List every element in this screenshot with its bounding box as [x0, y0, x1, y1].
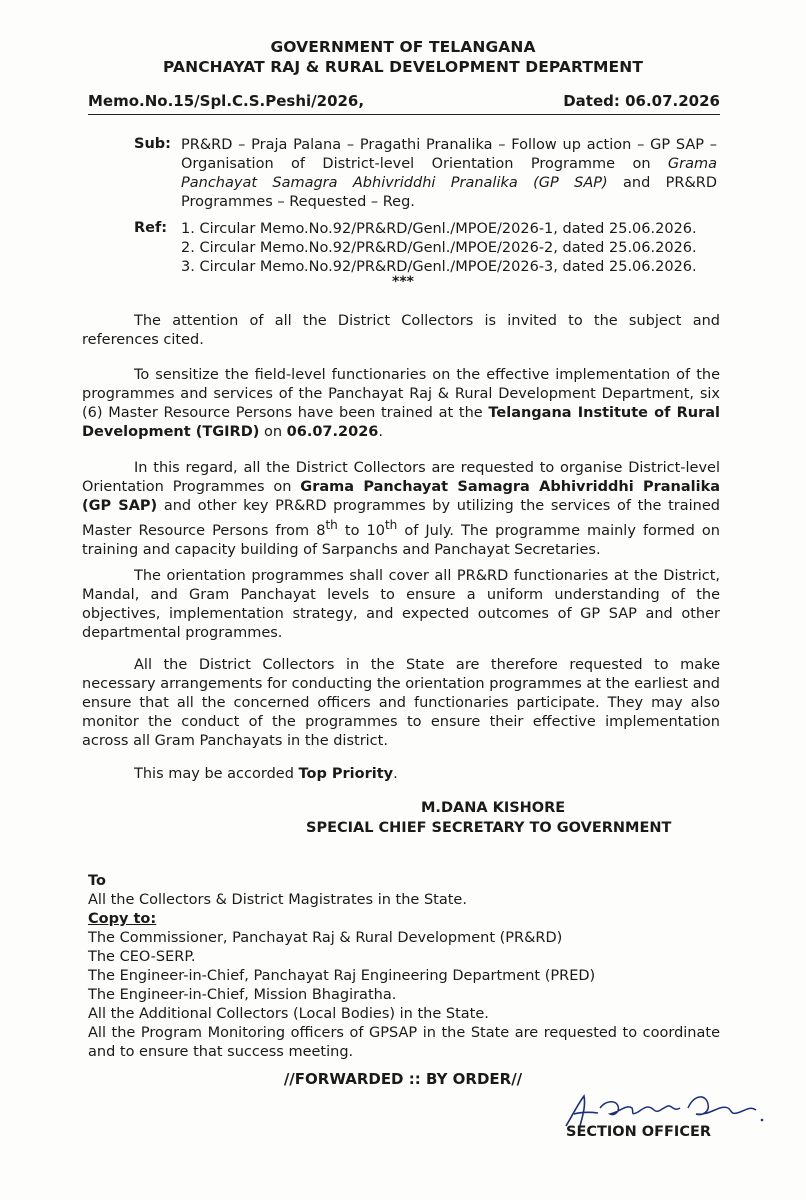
copy-item: All the Program Monitoring officers of GPSAP in the State are requested to coordinate and to ensure that success meeting. — [88, 1025, 720, 1060]
to-label: To — [88, 873, 106, 889]
reference-item: 2. Circular Memo.No.92/PR&RD/Genl./MPOE/2026-2, dated 25.06.2026. — [181, 240, 697, 256]
copy-item: All the Additional Collectors (Local Bodies) in the State. — [88, 1006, 489, 1022]
paragraph-6 — [82, 765, 720, 784]
reference-list — [181, 220, 697, 277]
paragraph-5-text: All the District Collectors in the State are therefore requested to make necessary arrangements for conducting the orientation programmes at the earliest and ensure that all the concerned officers and functionaries participate. They may also monitor the conduct of the programmes to ensure their effective implementation across all Gram Panchayats in the district. — [82, 657, 720, 749]
subject-label: Sub: — [134, 136, 171, 152]
reference-item: 1. Circular Memo.No.92/PR&RD/Genl./MPOE/2026-1, dated 25.06.2026. — [181, 221, 697, 237]
section-officer-label: SECTION OFFICER — [566, 1124, 712, 1140]
paragraph-1 — [82, 312, 720, 350]
tgird-name: Telangana Institute of Rural Development (TGIRD) — [82, 405, 720, 440]
paragraph-6-text: This may be accorded — [134, 766, 299, 782]
ordinal-suffix: th — [384, 518, 398, 532]
paragraph-2-end: . — [378, 424, 383, 440]
paragraph-3-mid: and other key PR&RD programmes by utilizing the services of the trained Master Resource Persons from 8 — [82, 498, 721, 539]
paragraph-5 — [82, 656, 720, 751]
forwarded-by-order: //FORWARDED :: BY ORDER// — [283, 1070, 523, 1088]
training-date: 06.07.2026 — [286, 424, 379, 440]
subject-italic: Grama Panchayat Samagra Abhivriddhi Pranalika (GP SAP) — [181, 156, 717, 191]
copy-item: The Commissioner, Panchayat Raj & Rural Development (PR&RD) — [88, 930, 563, 946]
reference-item: 3. Circular Memo.No.92/PR&RD/Genl./MPOE/2026-3, dated 25.06.2026. — [181, 259, 697, 275]
top-priority: Top Priority — [298, 766, 394, 782]
ordinal-suffix: th — [325, 518, 338, 532]
reference-label: Ref: — [134, 220, 168, 236]
paragraph-1-text: The attention of all the District Collectors is invited to the subject and references cited. — [82, 313, 720, 348]
department-title: PANCHAYAT RAJ & RURAL DEVELOPMENT DEPARTMENT — [162, 58, 643, 76]
paragraph-2 — [82, 366, 720, 442]
paragraph-3 — [82, 459, 720, 560]
subject-text — [181, 136, 717, 212]
paragraph-6-end: . — [393, 766, 398, 782]
signatory-name: M.DANA KISHORE — [421, 800, 566, 816]
memo-date: Dated: 06.07.2026 — [563, 92, 720, 110]
subject-plain: PR&RD – Praja Palana – Pragathi Pranalika – Follow up action – GP SAP – Organisation of District-level Orientation Programme on — [181, 137, 717, 172]
memo-reference-line — [88, 92, 720, 115]
to-recipient: All the Collectors & District Magistrates in the State. — [88, 892, 467, 908]
memo-number: Memo.No.15/Spl.C.S.Peshi/2026, — [88, 92, 365, 110]
copy-item: The Engineer-in-Chief, Panchayat Raj Engineering Department (PRED) — [88, 968, 596, 984]
copy-item: The CEO-SERP. — [88, 949, 196, 965]
distribution-list — [88, 872, 720, 1062]
separator-stars: *** — [392, 274, 414, 290]
paragraph-2-on: on — [259, 424, 287, 440]
paragraph-4 — [82, 567, 720, 643]
gp-sap-name: Grama Panchayat Samagra Abhivriddhi Pranalika (GP SAP) — [82, 479, 721, 514]
paragraph-3-to: to 10 — [337, 522, 385, 539]
paragraph-3-end: of July. The programme mainly formed on training and capacity building of Sarpanchs and Panchayat Secretaries. — [82, 522, 720, 558]
copy-item: The Engineer-in-Chief, Mission Bhagiratha. — [88, 987, 397, 1003]
paragraph-4-text: The orientation programmes shall cover all PR&RD functionaries at the District, Mandal, and Gram Panchayat levels to ensure a uniform understanding of the objectives, implementation strategy, and expected outcomes of GP SAP and other departmental programmes. — [82, 568, 720, 641]
subject-tail: and PR&RD Programmes – Requested – Reg. — [181, 175, 717, 210]
paragraph-2-text: To sensitize the field-level functionaries on the effective implementation of the programmes and services of the Panchayat Raj & Rural Development Department, six (6) Master Resource Persons have been trained at the — [82, 367, 720, 421]
copy-to-label: Copy to: — [88, 911, 157, 927]
government-title: GOVERNMENT OF TELANGANA — [270, 38, 536, 56]
paragraph-3-text: In this regard, all the District Collectors are requested to organise District-level Orientation Programmes on — [82, 460, 720, 495]
signatory-designation: SPECIAL CHIEF SECRETARY TO GOVERNMENT — [306, 820, 672, 836]
